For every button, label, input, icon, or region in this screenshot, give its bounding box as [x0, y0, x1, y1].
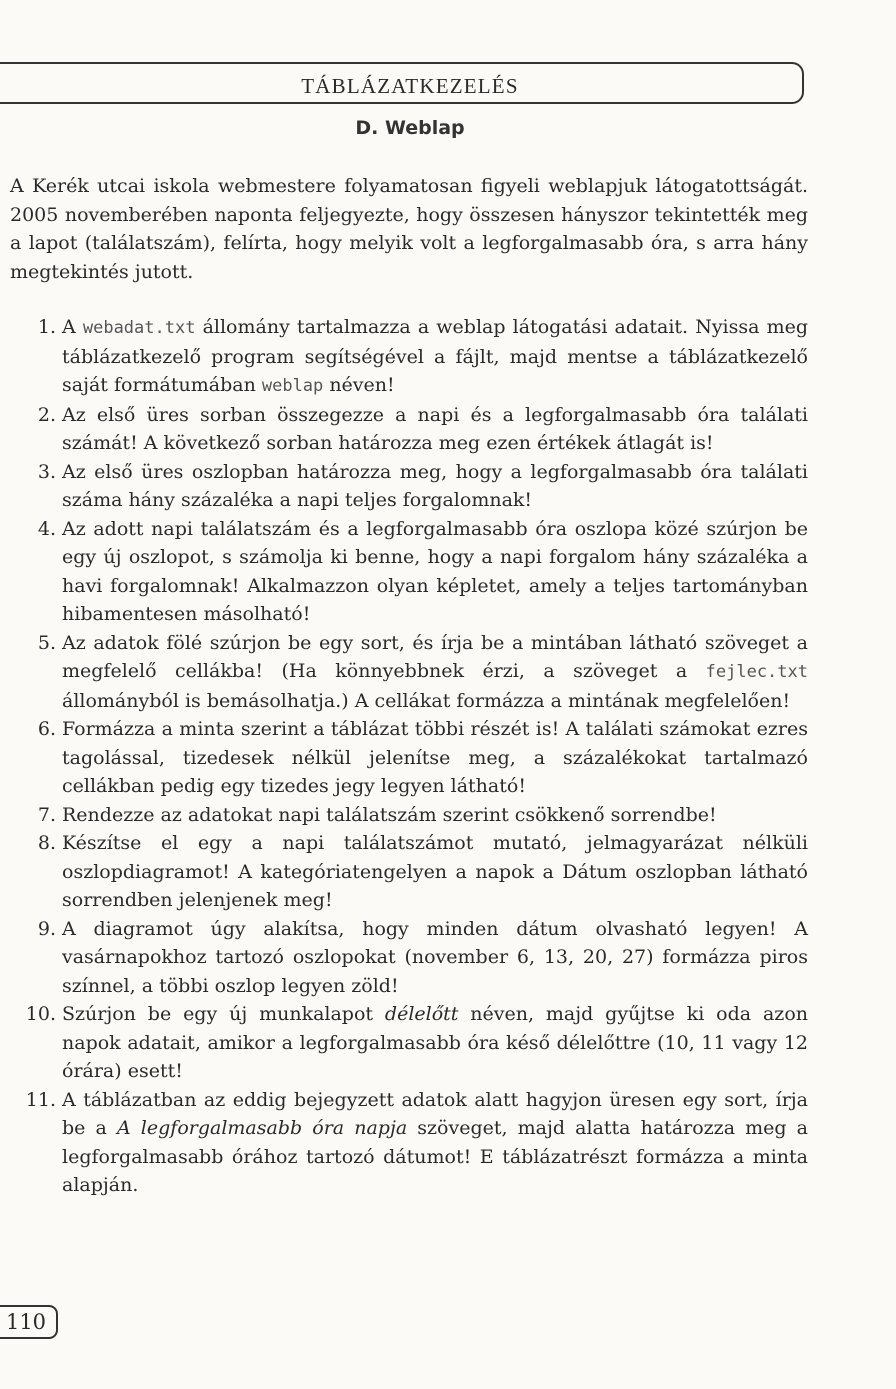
- task-item-8: [10, 829, 808, 915]
- filename-webadat: webadat.txt: [82, 318, 196, 338]
- task-item-9: [10, 915, 808, 1001]
- task-number: 8.: [37, 832, 56, 854]
- task-number: 4.: [37, 517, 56, 540]
- task-text: A diagramot úgy alakítsa, hogy minden dátum olvasható legyen! A vasárnapokhoz tartozó oszlopokat (november 6, 13, 20, 27) formázza piros színnel, a többi oszlop legyen zöld!: [62, 917, 808, 997]
- task-number: 2.: [37, 403, 56, 426]
- task-item-5: [10, 629, 808, 716]
- task-text-part: A táblázatban az eddig bejegyzett adatok alatt hagyjon üresen egy sort, írja be a: [62, 1088, 808, 1139]
- section-title: D. Weblap: [355, 117, 465, 139]
- task-text: Formázza a minta szerint a táblázat többi részét is! A találati számokat ezres tagolással, tizedesek nélkül jelenítse meg, a százalékokat tartalmazó cellákban pedig egy tizedes jegy legyen látható!: [62, 718, 808, 797]
- filename-fejlec: fejlec.txt: [705, 662, 808, 682]
- page-number: 110: [0, 1305, 58, 1339]
- task-text-part: állomány tartalmazza a weblap látogatási adatait. Nyissa meg táblázatkezelő program segítségével a fájlt, majd mentse a táblázatkezelő saját formátumában: [62, 316, 809, 396]
- task-text-part: néven!: [323, 374, 395, 396]
- task-text: Rendezze az adatokat napi találatszám szerint csökkenő sorrendbe!: [62, 803, 717, 826]
- task-text: Az első üres sorban összegezze a napi és a legforgalmasabb óra találati számát! A következő sorban határozza meg ezen értékek átlagát is!: [62, 403, 808, 454]
- task-number: 11.: [25, 1088, 56, 1111]
- sheet-name-delelott: délelőtt: [384, 1003, 459, 1025]
- task-item-11: [10, 1086, 808, 1200]
- task-number: 3.: [37, 460, 56, 483]
- task-text-part: Szúrjon be egy új munkalapot: [62, 1003, 385, 1025]
- filename-weblap: weblap: [261, 376, 324, 396]
- task-item-4: [10, 515, 808, 629]
- task-text-part: A: [62, 316, 83, 338]
- task-text-part: néven, majd gyűjtse ki oda azon napok adatait, amikor a legforgalmasabb óra késő délelőttre (10, 11 vagy 12 órára) esett!: [62, 1003, 808, 1082]
- intro-paragraph: A Kerék utcai iskola webmestere folyamatosan figyeli weblapjuk látogatottságát. 2005 novemberében naponta feljegyezte, hogy összesen hányszor tekintették meg a lapot (találatszám), felírta, hogy melyik volt a legforgalmasabb óra, s arra hány megtekintés jutott.: [10, 175, 808, 283]
- task-text-part: állományból is bemásolhatja.) A cellákat formázza a mintának megfelelően!: [62, 689, 791, 712]
- task-text: [62, 1000, 808, 1086]
- chapter-title: TÁBLÁZATKEZELÉS: [301, 74, 519, 98]
- task-number: 7.: [37, 803, 56, 826]
- task-number: 10.: [25, 1003, 56, 1025]
- task-item-1: [10, 313, 808, 401]
- quoted-text: A legforgalmasabb óra napja: [116, 1117, 408, 1139]
- task-list: [10, 313, 808, 1200]
- task-item-6: [10, 715, 808, 801]
- task-number: 9.: [37, 917, 56, 940]
- task-item-3: [10, 458, 808, 515]
- task-text-part: szöveget, majd alatta határozza meg a legforgalmasabb órához tartozó dátumot! E táblázatrészt formázza a minta alapján.: [62, 1117, 808, 1196]
- task-item-10: [10, 1000, 808, 1086]
- task-text-part: Az adatok fölé szúrjon be egy sort, és írja be a mintában látható szöveget a megfelelő cellákba! (Ha könnyebbnek érzi, a szöveget a: [62, 631, 808, 682]
- task-text: [62, 1086, 808, 1200]
- task-text: Az első üres oszlopban határozza meg, hogy a legforgalmasabb óra találati száma hány százaléka a napi teljes forgalomnak!: [62, 460, 808, 511]
- task-text: Készítse el egy a napi találatszámot mutató, jelmagyarázat nélküli oszlopdiagramot! A kategóriatengelyen a napok a Dátum oszlopban látható sorrendben jelenjenek meg!: [62, 832, 808, 911]
- task-item-2: [10, 401, 808, 458]
- task-number: 1.: [37, 316, 56, 338]
- task-text: [62, 629, 808, 716]
- task-number: 6.: [37, 718, 56, 740]
- task-item-7: [10, 801, 808, 830]
- task-text: Az adott napi találatszám és a legforgalmasabb óra oszlopa közé szúrjon be egy új oszlopot, s számolja ki benne, hogy a napi forgalom hány százaléka a havi forgalomnak! Alkalmazzon olyan képletet, amely a teljes tartományban hibamentesen másolható!: [62, 517, 808, 625]
- task-number: 5.: [37, 631, 56, 654]
- task-text: [62, 313, 808, 401]
